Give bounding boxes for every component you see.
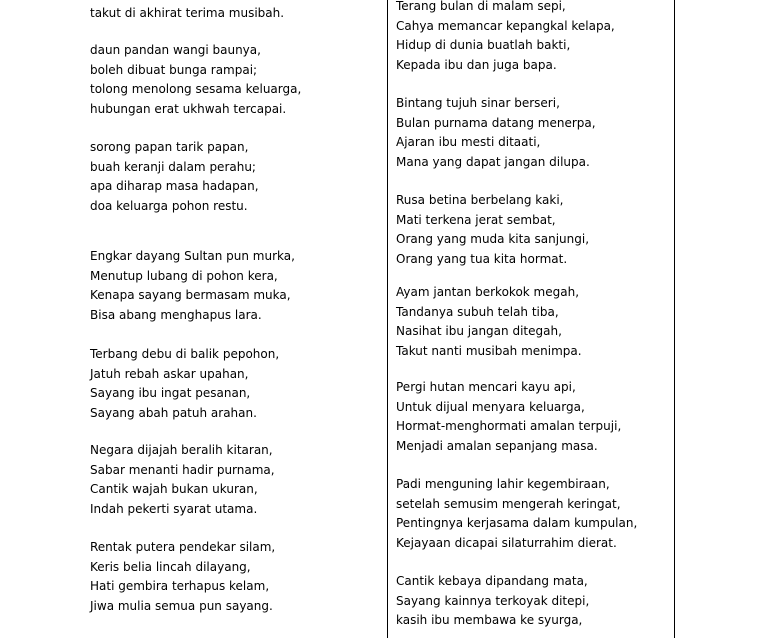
stanza — [90, 441, 275, 519]
poem-line: Indah pekerti syarat utama. — [90, 501, 258, 516]
poem-line: Cahya memancar kepangkal kelapa, — [396, 18, 615, 33]
poem-line: Terang bulan di malam sepi, — [396, 0, 566, 13]
poem-line: Cantik wajah bukan ukuran, — [90, 482, 258, 496]
poem-line: Nasihat ibu jangan ditegah, — [396, 324, 562, 338]
poem-line: Ajaran ibu mesti ditaati, — [396, 135, 541, 149]
poem-line: tolong menolong sesama keluarga, — [90, 82, 302, 96]
stanza — [90, 41, 301, 119]
poem-line: takut di akhirat terima musibah. — [90, 6, 285, 20]
stanza — [396, 94, 596, 172]
poem-line: Tandanya subuh telah tiba, — [396, 304, 559, 319]
stanza — [396, 572, 589, 631]
poem-line: doa keluarga pohon restu. — [90, 198, 248, 213]
poem-line: setelah semusim mengerah keringat, — [396, 496, 621, 511]
poem-line: Sabar menanti hadir purnama, — [90, 462, 275, 477]
poem-line: Mati terkena jerat sembat, — [396, 212, 556, 227]
poem-line: Menutup lubang di pohon kera, — [90, 268, 278, 283]
poem-line: Hidup di dunia buatlah bakti, — [396, 38, 571, 52]
poem-line: Ayam jantan berkokok megah, — [396, 285, 580, 299]
poem-line: Rusa betina berbelang kaki, — [396, 193, 564, 207]
stanza — [90, 538, 275, 616]
poem-line: Untuk dijual menyara keluarga, — [396, 399, 585, 414]
poem-line: Cantik kebaya dipandang mata, — [396, 574, 588, 588]
poem-line: kasih ibu membawa ke syurga, — [396, 613, 583, 627]
stanza — [396, 475, 637, 553]
poem-line: Hati gembira terhapus kelam, — [90, 579, 270, 593]
poem-line: Hormat-menghormati amalan terpuji, — [396, 419, 622, 433]
poem-line: Mana yang dapat jangan dilupa. — [396, 154, 590, 169]
poem-line: Negara dijajah beralih kitaran, — [90, 443, 273, 457]
stanza — [90, 138, 259, 216]
stanza — [396, 191, 589, 269]
poem-line: Orang yang tua kita hormat. — [396, 251, 568, 266]
poem-line: Orang yang muda kita sanjungi, — [396, 232, 590, 246]
poem-line: Terbang debu di balik pepohon, — [90, 347, 280, 361]
poem-line: Menjadi amalan sepanjang masa. — [396, 438, 598, 453]
poem-line: Pergi hutan mencari kayu api, — [396, 380, 576, 394]
poem-line: Padi menguning lahir kegembiraan, — [396, 477, 610, 491]
poem-line: Bintang tujuh sinar berseri, — [396, 96, 560, 110]
poem-line: Takut nanti musibah menimpa. — [396, 343, 582, 358]
poem-line: Sayang abah patuh arahan. — [90, 405, 257, 420]
stanza — [90, 247, 295, 325]
stanza — [90, 4, 284, 24]
poem-line: Bulan purnama datang menerpa, — [396, 115, 596, 130]
poem-line: Bisa abang menghapus lara. — [90, 307, 262, 322]
poem-line: Sayang ibu ingat pesanan, — [90, 386, 251, 400]
poem-line: Jiwa mulia semua pun sayang. — [90, 598, 273, 613]
poem-line: daun pandan wangi baunya, — [90, 43, 261, 57]
poem-line: Sayang kainnya terkoyak ditepi, — [396, 593, 590, 608]
stanza — [90, 345, 279, 423]
poem-line: Engkar dayang Sultan pun murka, — [90, 249, 295, 263]
poem-line: Rentak putera pendekar silam, — [90, 540, 276, 554]
poem-line: hubungan erat ukhwah tercapai. — [90, 101, 287, 116]
poem-line: Kejayaan dicapai silaturrahim dierat. — [396, 535, 617, 550]
poem-line: apa diharap masa hadapan, — [90, 179, 259, 193]
stanza — [396, 283, 582, 361]
poem-line: boleh dibuat bunga rampai; — [90, 62, 258, 77]
poem-line: buah keranji dalam perahu; — [90, 159, 256, 174]
poem-line: Jatuh rebah askar upahan, — [90, 366, 249, 381]
poem-line: Pentingnya kerjasama dalam kumpulan, — [396, 516, 638, 530]
stanza — [396, 378, 621, 456]
poem-line: Keris belia lincah dilayang, — [90, 559, 251, 574]
stanza — [396, 0, 615, 75]
poem-line: sorong papan tarik papan, — [90, 140, 249, 154]
poem-line: Kenapa sayang bermasam muka, — [90, 288, 291, 302]
poem-line: Kepada ibu dan juga bapa. — [396, 57, 557, 72]
